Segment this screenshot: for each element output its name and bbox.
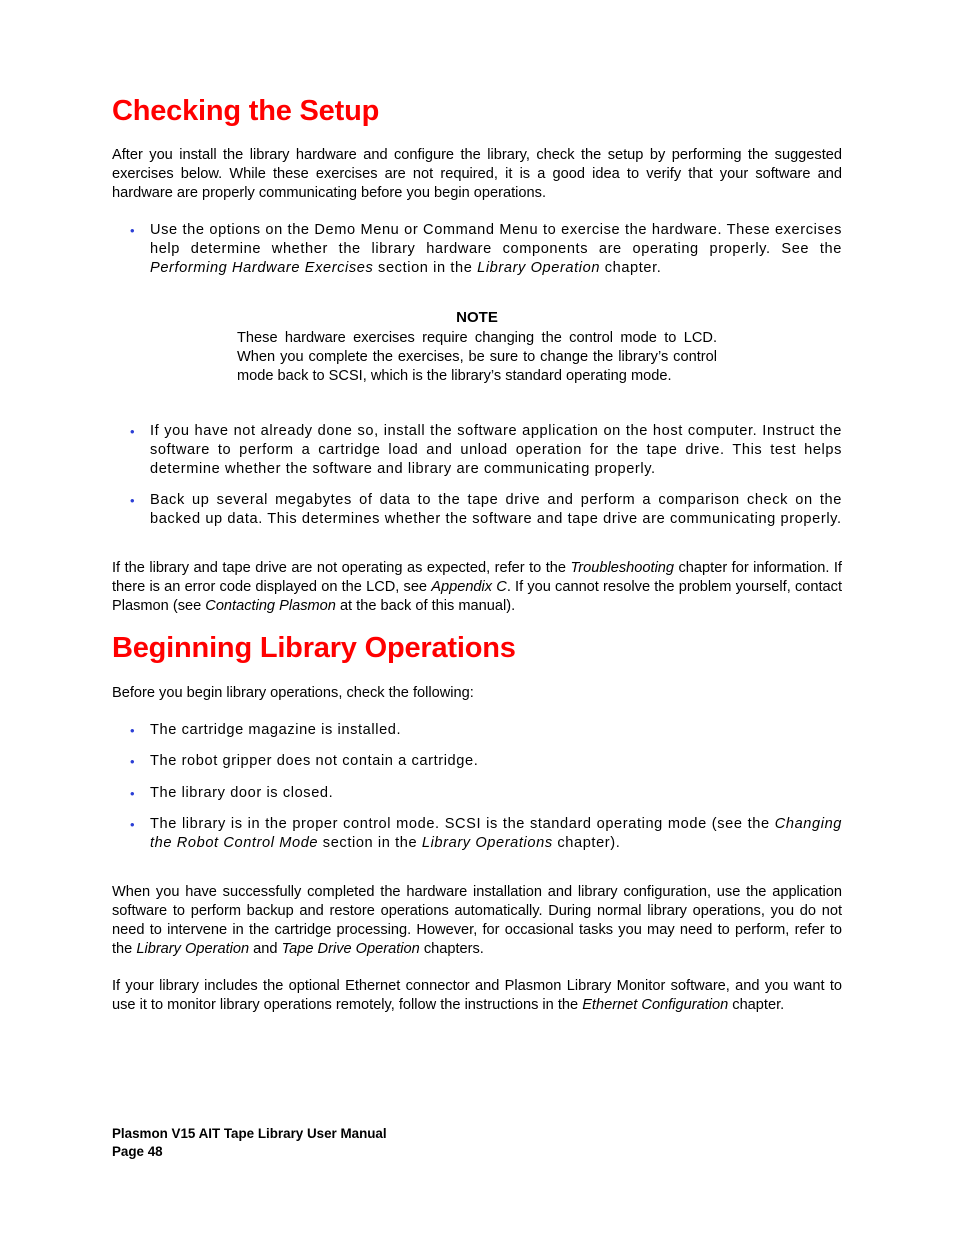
section-heading-beginning-operations: Beginning Library Operations <box>112 632 516 664</box>
bullet-icon: • <box>130 786 135 801</box>
bullet-text: The library door is closed. <box>150 785 334 801</box>
note-title: NOTE <box>456 309 498 326</box>
bullet-text: The cartridge magazine is installed. <box>150 722 402 738</box>
checking-setup-intro: After you install the library hardware and configure the library, check the setup by performing the suggested exercises below. While these exercises are not required, it is a good idea to verify that your software and hardware are properly communicating before you begin operations. <box>112 147 842 201</box>
bullet-icon: • <box>130 817 135 832</box>
beginning-operations-paragraph: When you have successfully completed the hardware installation and library configuration, use the application software to perform backup and restore operations automatically. During normal library operations, you do not need to intervene in the cartridge processing. However, for occasional tasks you may need to perform, refer to the Library Operation and Tape Drive Operation chapters. <box>112 884 842 957</box>
beginning-operations-intro: Before you begin library operations, check the following: <box>112 685 474 701</box>
bullet-icon: • <box>130 424 135 439</box>
footer-page-number: Page 48 <box>112 1144 163 1159</box>
bullet-text: If you have not already done so, install the software application on the host computer. Instruct the software to perform a cartridge load and unload operation for the tape drive. This test helps determine whether the software and library are communicating properly. <box>150 423 842 477</box>
ethernet-paragraph: If your library includes the optional Ethernet connector and Plasmon Library Monitor software, and you want to use it to monitor library operations remotely, follow the instructions in the Ethernet Configuration chapter. <box>112 978 842 1013</box>
footer-manual-title: Plasmon V15 AIT Tape Library User Manual <box>112 1126 387 1141</box>
checking-setup-closing: If the library and tape drive are not operating as expected, refer to the Troubleshooting chapter for information. If there is an error code displayed on the LCD, see Appendix C. If you cannot resolve the problem yourself, contact Plasmon (see Contacting Plasmon at the back of this manual). <box>112 560 843 614</box>
bullet-text: Use the options on the Demo Menu or Command Menu to exercise the hardware. These exercises help determine whether the library hardware components are operating properly. See the Performing Hardware Exercises section in the Library Operation chapter. <box>150 222 842 276</box>
bullet-icon: • <box>130 493 135 508</box>
note-text: These hardware exercises require changing the control mode to LCD. When you complete the exercises, be sure to change the library’s control mode back to SCSI, which is the library’s standard operating mode. <box>237 330 717 384</box>
bullet-text: The robot gripper does not contain a cartridge. <box>150 753 479 769</box>
bullet-icon: • <box>130 223 135 238</box>
bullet-text: Back up several megabytes of data to the tape drive and perform a comparison check on the backed up data. This determines whether the software and tape drive are communicating properly. <box>150 492 842 527</box>
bullet-icon: • <box>130 754 135 769</box>
bullet-text: The library is in the proper control mode. SCSI is the standard operating mode (see the Changing the Robot Control Mode section in the Library Operations chapter). <box>150 816 842 851</box>
section-heading-checking-setup: Checking the Setup <box>112 95 380 127</box>
bullet-icon: • <box>130 723 135 738</box>
